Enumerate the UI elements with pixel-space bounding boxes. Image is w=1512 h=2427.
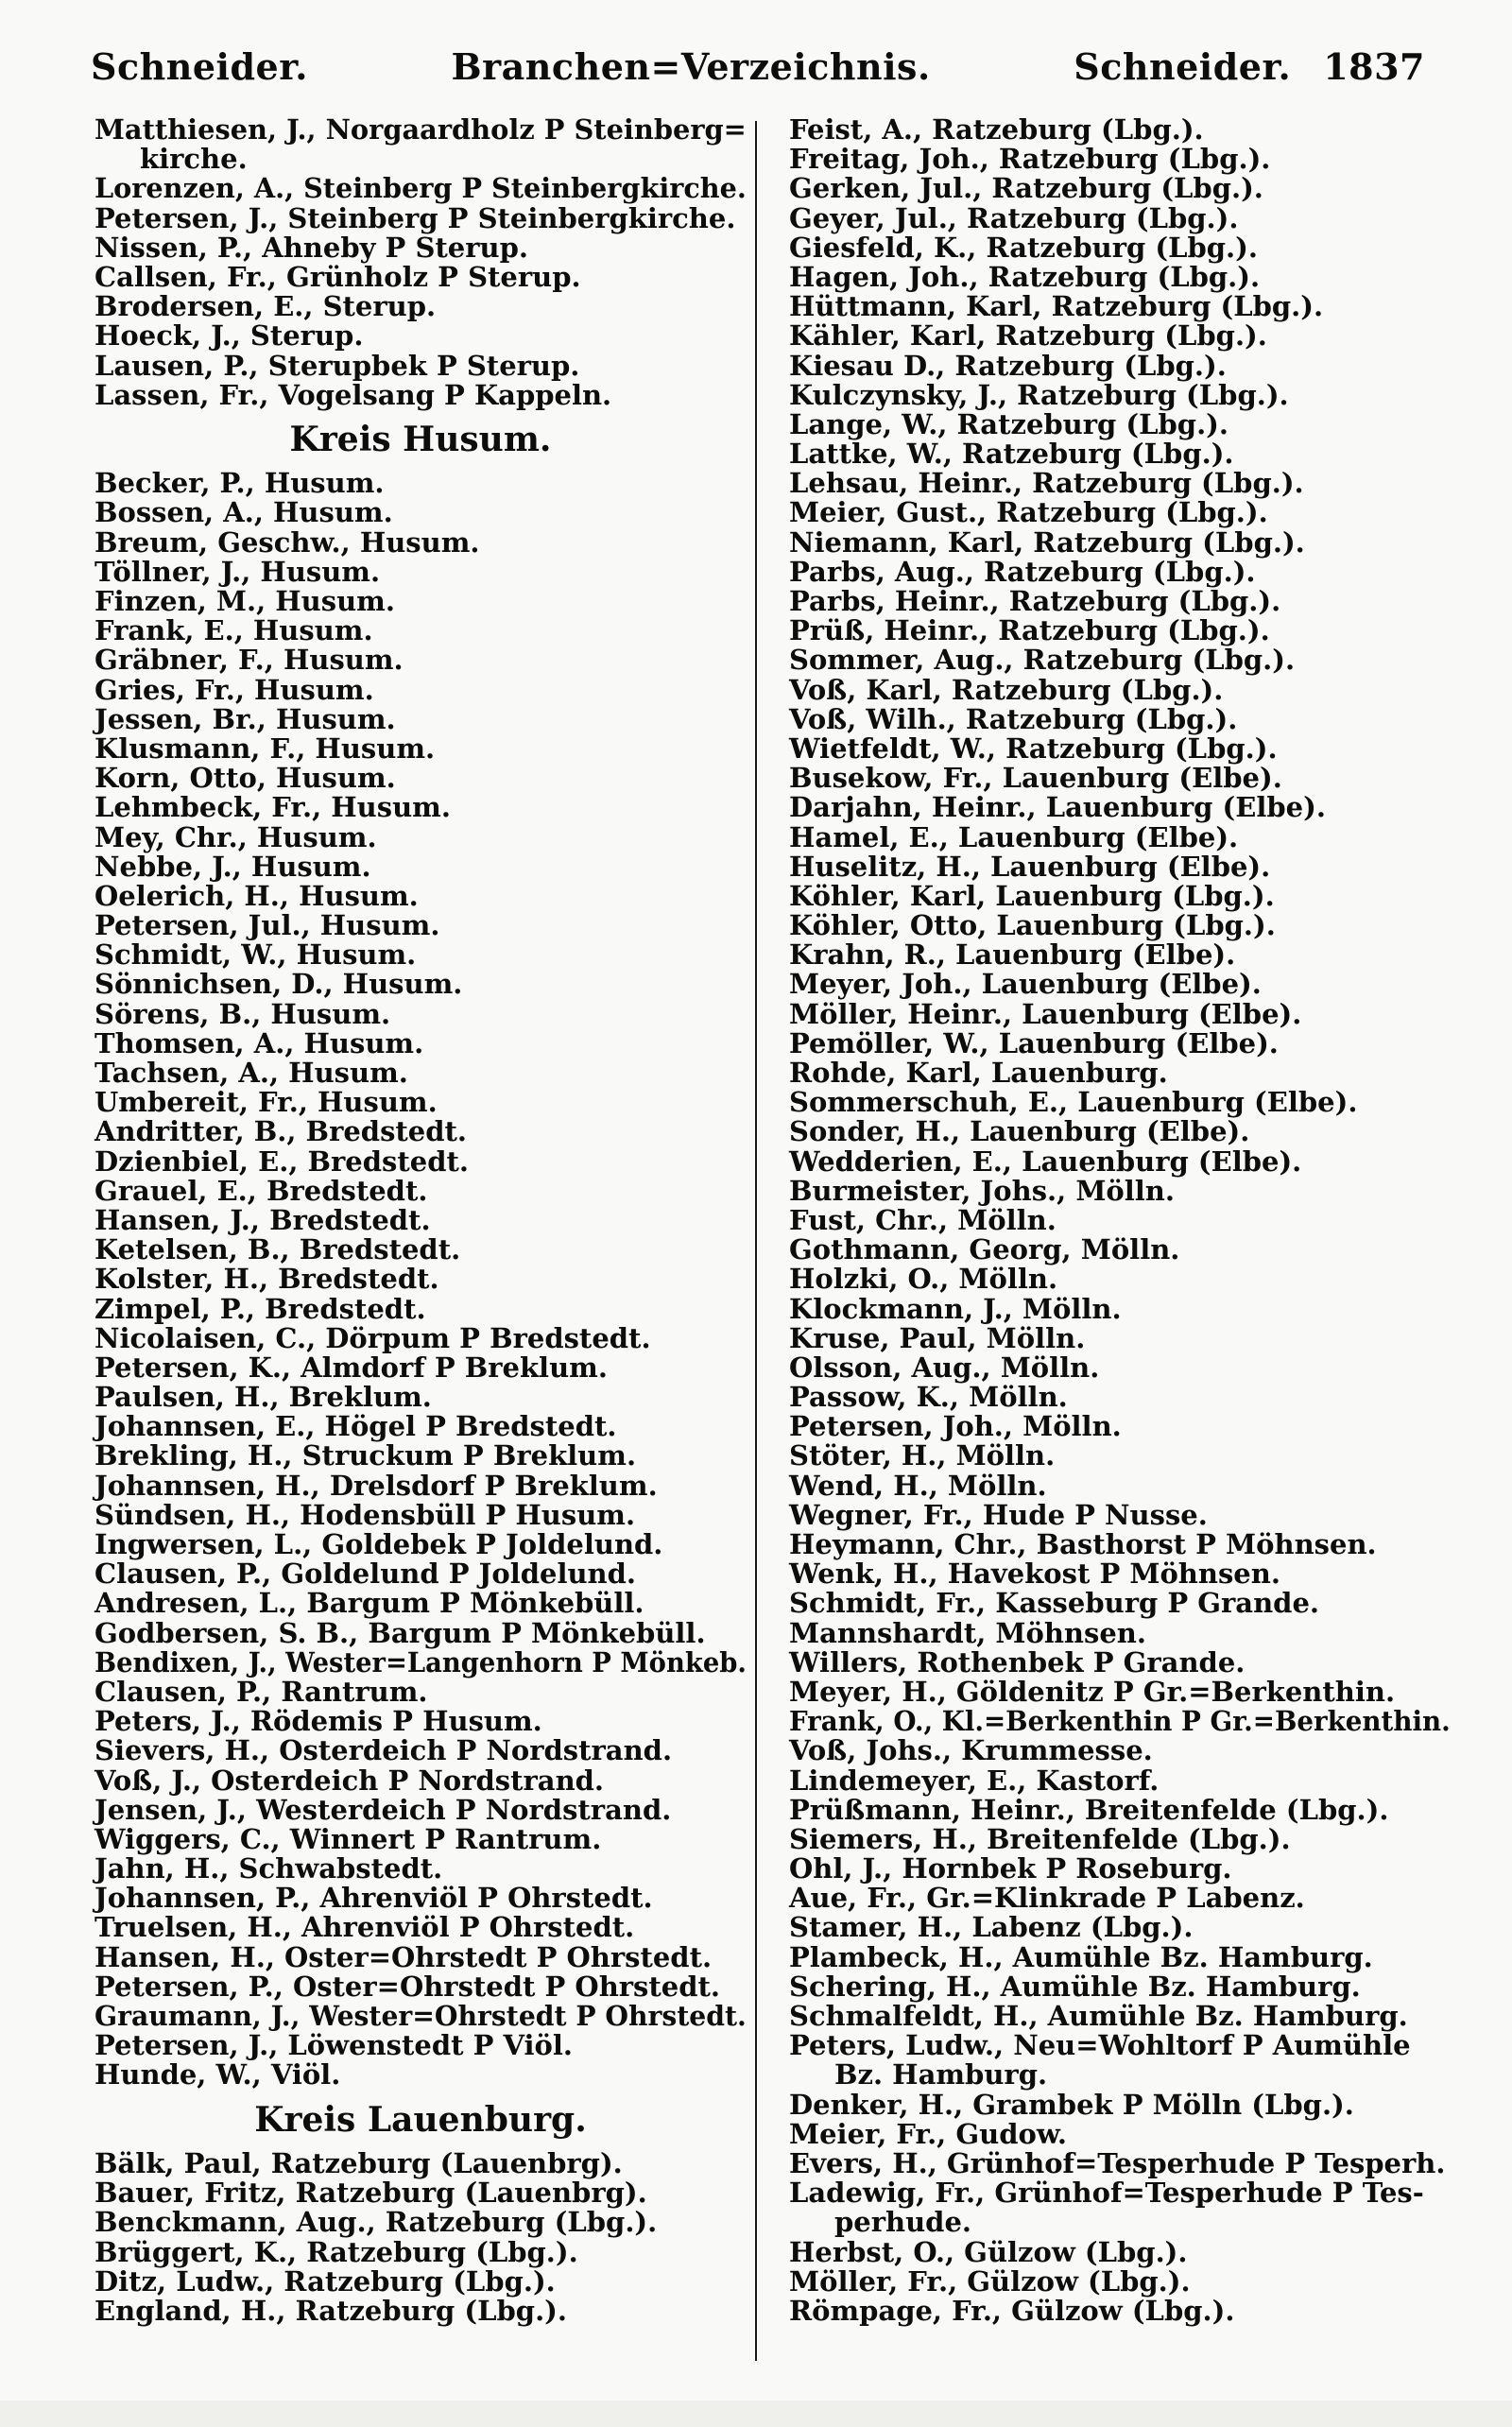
directory-entry: Parbs, Heinr., Ratzeburg (Lbg.). (789, 585, 1281, 617)
right-column (789, 115, 1451, 2326)
directory-entry: Brodersen, E., Sterup. (94, 290, 437, 323)
column-divider (755, 121, 757, 2361)
directory-entry: Johannsen, P., Ahrenviöl P Ohrstedt. (94, 1882, 653, 1915)
directory-entry: Möller, Heinr., Lauenburg (Elbe). (789, 997, 1302, 1030)
directory-entry: Petersen, Joh., Mölln. (789, 1410, 1122, 1443)
directory-entry: Sündsen, H., Hodensbüll P Husum. (94, 1498, 636, 1531)
directory-entry: Lassen, Fr., Vogelsang P Kappeln. (94, 378, 612, 411)
directory-entry: Ladewig, Fr., Grünhof=Tesperhude P Tes- (789, 2177, 1424, 2210)
directory-entry: Callsen, Fr., Grünholz P Sterup. (94, 260, 581, 293)
directory-entry: Heymann, Chr., Basthorst P Möhnsen. (789, 1528, 1377, 1560)
directory-entry: Voß, Wilh., Ratzeburg (Lbg.). (789, 702, 1238, 735)
directory-entry: Köhler, Karl, Lauenburg (Lbg.). (789, 879, 1275, 912)
directory-entry: Köhler, Otto, Lauenburg (Lbg.). (789, 909, 1276, 942)
directory-entry: Evers, H., Grünhof=Tesperhude P Tesperh. (789, 2146, 1446, 2179)
directory-entry: Meyer, H., Göldenitz P Gr.=Berkenthin. (789, 1675, 1396, 1708)
directory-entry: Voß, Johs., Krummesse. (789, 1734, 1153, 1767)
directory-entry: Benckmann, Aug., Ratzeburg (Lbg.). (94, 2206, 658, 2239)
directory-entry: Lange, W., Ratzeburg (Lbg.). (789, 407, 1228, 440)
directory-entry: Lausen, P., Sterupbek P Sterup. (94, 349, 580, 382)
running-head (91, 45, 1425, 102)
directory-entry: Kiesau D., Ratzeburg (Lbg.). (789, 349, 1227, 382)
directory-entry: Voß, Karl, Ratzeburg (Lbg.). (789, 673, 1224, 706)
directory-entry: Johannsen, E., Högel P Bredstedt. (94, 1410, 617, 1443)
directory-entry: Holzki, O., Mölln. (789, 1263, 1058, 1296)
directory-entry: Breum, Geschw., Husum. (94, 525, 480, 559)
directory-entry: Bälk, Paul, Ratzeburg (Lauenbrg). (94, 2146, 623, 2179)
section-heading: Kreis Husum. (289, 419, 552, 459)
directory-entry: Gothmann, Georg, Mölln. (789, 1233, 1180, 1266)
directory-entry: Huselitz, H., Lauenburg (Elbe). (789, 850, 1271, 883)
directory-entry: Tachsen, A., Husum. (94, 1057, 408, 1090)
directory-entry: Meier, Gust., Ratzeburg (Lbg.). (789, 496, 1268, 529)
directory-entry: Herbst, O., Gülzow (Lbg.). (789, 2235, 1188, 2268)
page-number: 1837 (1323, 45, 1425, 88)
directory-entry: Schmidt, Fr., Kasseburg P Grande. (789, 1587, 1319, 1620)
directory-entry: Lattke, W., Ratzeburg (Lbg.). (789, 438, 1234, 471)
directory-entry: Burmeister, Johs., Mölln. (789, 1174, 1175, 1207)
directory-entry: Sönnichsen, D., Husum. (94, 968, 463, 1001)
directory-entry: Petersen, K., Almdorf P Breklum. (94, 1351, 608, 1384)
directory-entry-continuation: kirche. (140, 143, 248, 176)
directory-entry: Kulczynsky, J., Ratzeburg (Lbg.). (789, 378, 1289, 411)
directory-entry: Truelsen, H., Ahrenviöl P Ohrstedt. (94, 1911, 635, 1944)
directory-entry: Freitag, Joh., Ratzeburg (Lbg.). (789, 143, 1271, 176)
directory-entry: Parbs, Aug., Ratzeburg (Lbg.). (789, 555, 1256, 588)
directory-entry: Kruse, Paul, Mölln. (789, 1321, 1086, 1354)
directory-entry: Ditz, Ludw., Ratzeburg (Lbg.). (94, 2264, 556, 2298)
directory-entry: Töllner, J., Husum. (94, 555, 381, 588)
directory-entry: Becker, P., Husum. (94, 467, 385, 500)
directory-entry: Giesfeld, K., Ratzeburg (Lbg.). (789, 231, 1258, 264)
directory-entry: Andritter, B., Bredstedt. (94, 1115, 468, 1148)
directory-entry: Wietfeldt, W., Ratzeburg (Lbg.). (789, 732, 1278, 765)
directory-entry: Godbersen, S. B., Bargum P Mönkebüll. (94, 1616, 706, 1649)
directory-entry: Schmidt, W., Husum. (94, 938, 417, 972)
directory-entry: Bauer, Fritz, Ratzeburg (Lauenbrg). (94, 2177, 647, 2210)
directory-entry: Olsson, Aug., Mölln. (789, 1351, 1100, 1384)
directory-entry: Frank, O., Kl.=Berkenthin P Gr.=Berkenthin. (789, 1705, 1451, 1738)
directory-entry: Zimpel, P., Bredstedt. (94, 1292, 426, 1325)
directory-entry: Hansen, H., Oster=Ohrstedt P Ohrstedt. (94, 1940, 713, 1973)
directory-entry: Hoeck, J., Sterup. (94, 319, 364, 353)
directory-entry: Gräbner, F., Husum. (94, 644, 404, 677)
directory-entry: Klusmann, F., Husum. (94, 732, 436, 765)
directory-entry: Wend, H., Mölln. (789, 1469, 1047, 1502)
directory-entry: Brüggert, K., Ratzeburg (Lbg.). (94, 2235, 578, 2268)
directory-entry: Petersen, Jul., Husum. (94, 909, 440, 942)
directory-entry: Fust, Chr., Mölln. (789, 1203, 1057, 1236)
directory-entry: Prüßmann, Heinr., Breitenfelde (Lbg.). (789, 1793, 1389, 1826)
directory-entry: Thomsen, A., Husum. (94, 1026, 424, 1059)
directory-entry: Petersen, P., Oster=Ohrstedt P Ohrstedt. (94, 1970, 721, 2003)
directory-entry: Sommer, Aug., Ratzeburg (Lbg.). (789, 644, 1296, 677)
directory-entry: Umbereit, Fr., Husum. (94, 1086, 438, 1119)
directory-entry: Peters, Ludw., Neu=Wohltorf P Aumühle (789, 2029, 1411, 2062)
directory-entry: Graumann, J., Wester=Ohrstedt P Ohrstedt. (94, 2000, 747, 2033)
directory-entry: Frank, E., Husum. (94, 614, 373, 647)
directory-entry: Prüß, Heinr., Ratzeburg (Lbg.). (789, 614, 1270, 647)
directory-entry: Gerken, Jul., Ratzeburg (Lbg.). (789, 172, 1263, 205)
directory-entry: Sörens, B., Husum. (94, 997, 391, 1030)
directory-entry: Clausen, P., Rantrum. (94, 1675, 428, 1708)
directory-entry: Jensen, J., Westerdeich P Nordstrand. (94, 1793, 672, 1826)
directory-entry: Lehsau, Heinr., Ratzeburg (Lbg.). (789, 467, 1304, 500)
directory-entry: Johannsen, H., Drelsdorf P Breklum. (94, 1469, 658, 1502)
directory-entry: Nissen, P., Ahneby P Sterup. (94, 231, 528, 264)
directory-entry: Sonder, H., Lauenburg (Elbe). (789, 1115, 1250, 1148)
directory-entry: Ketelsen, B., Bredstedt. (94, 1233, 461, 1266)
left-column (94, 115, 747, 2326)
directory-entry: Krahn, R., Lauenburg (Elbe). (789, 938, 1236, 972)
header-right: Schneider. (1074, 45, 1292, 88)
directory-entry: Hüttmann, Karl, Ratzeburg (Lbg.). (789, 290, 1324, 323)
directory-entry: Kolster, H., Bredstedt. (94, 1263, 439, 1296)
directory-entry: Lorenzen, A., Steinberg P Steinbergkirche. (94, 172, 747, 205)
directory-entry: Brekling, H., Struckum P Breklum. (94, 1439, 637, 1472)
directory-entry: Sievers, H., Osterdeich P Nordstrand. (94, 1734, 673, 1767)
directory-entry: Hansen, J., Bredstedt. (94, 1203, 431, 1236)
directory-entry: Feist, A., Ratzeburg (Lbg.). (789, 113, 1204, 146)
directory-entry: Petersen, J., Löwenstedt P Viöl. (94, 2029, 573, 2062)
directory-entry: Willers, Rothenbek P Grande. (789, 1645, 1246, 1678)
directory-entry: Petersen, J., Steinberg P Steinbergkirche. (94, 201, 736, 234)
directory-entry: Rohde, Karl, Lauenburg. (789, 1057, 1168, 1089)
directory-entry: Grauel, E., Bredstedt. (94, 1174, 428, 1207)
directory-entry: Klockmann, J., Mölln. (789, 1292, 1122, 1325)
directory-entry: Bossen, A., Husum. (94, 496, 393, 529)
directory-entry: Busekow, Fr., Lauenburg (Elbe). (789, 762, 1282, 795)
directory-entry: Wegner, Fr., Hude P Nusse. (789, 1498, 1208, 1531)
directory-entry: Nebbe, J., Husum. (94, 850, 371, 883)
directory-entry: Jessen, Br., Husum. (94, 702, 396, 735)
directory-entry: Meier, Fr., Gudow. (789, 2117, 1067, 2150)
directory-entry: Korn, Otto, Husum. (94, 762, 396, 795)
directory-entry: Aue, Fr., Gr.=Klinkrade P Labenz. (789, 1882, 1305, 1915)
directory-entry: Matthiesen, J., Norgaardholz P Steinberg= (94, 113, 747, 146)
directory-entry: Hamel, E., Lauenburg (Elbe). (789, 820, 1239, 853)
directory-entry: Lindemeyer, E., Kastorf. (789, 1764, 1160, 1797)
directory-entry: Stamer, H., Labenz (Lbg.). (789, 1911, 1194, 1944)
header-left: Schneider. (91, 45, 308, 88)
directory-entry: Pemöller, W., Lauenburg (Elbe). (789, 1026, 1279, 1059)
directory-entry: Voß, J., Osterdeich P Nordstrand. (94, 1764, 605, 1797)
page-edge-shadow (0, 2401, 1512, 2427)
directory-entry-continuation: Bz. Hamburg. (834, 2058, 1048, 2091)
header-center: Branchen=Verzeichnis. (451, 45, 931, 88)
header-right-group (1074, 45, 1425, 88)
directory-entry: Oelerich, H., Husum. (94, 879, 419, 912)
directory-entry: Wedderien, E., Lauenburg (Elbe). (789, 1145, 1302, 1178)
directory-entry: Clausen, P., Goldelund P Joldelund. (94, 1558, 637, 1591)
directory-entry: Ingwersen, L., Goldebek P Joldelund. (94, 1528, 663, 1561)
directory-entry: Schering, H., Aumühle Bz. Hamburg. (789, 1970, 1361, 2003)
directory-entry: Kähler, Karl, Ratzeburg (Lbg.). (789, 319, 1267, 353)
directory-entry: Lehmbeck, Fr., Husum. (94, 791, 451, 824)
directory-entry: Wiggers, C., Winnert P Rantrum. (94, 1822, 602, 1855)
directory-entry: Bendixen, J., Wester=Langenhorn P Mönkeb. (94, 1645, 747, 1678)
directory-entry: Schmalfeldt, H., Aumühle Bz. Hamburg. (789, 2000, 1408, 2032)
directory-entry: Stöter, H., Mölln. (789, 1439, 1056, 1472)
directory-entry: Hunde, W., Viöl. (94, 2058, 341, 2091)
directory-entry: Paulsen, H., Breklum. (94, 1381, 432, 1414)
directory-entry: Darjahn, Heinr., Lauenburg (Elbe). (789, 791, 1326, 824)
directory-entry: Geyer, Jul., Ratzeburg (Lbg.). (789, 201, 1239, 234)
directory-entry: Andresen, L., Bargum P Mönkebüll. (94, 1587, 644, 1620)
directory-entry: Sommerschuh, E., Lauenburg (Elbe). (789, 1086, 1358, 1119)
directory-entry: Jahn, H., Schwabstedt. (94, 1852, 443, 1885)
directory-entry: England, H., Ratzeburg (Lbg.). (94, 2294, 567, 2327)
directory-entry: Finzen, M., Husum. (94, 585, 395, 618)
directory-entry: Siemers, H., Breitenfelde (Lbg.). (789, 1822, 1291, 1855)
directory-entry: Mey, Chr., Husum. (94, 820, 377, 853)
directory-entry: Ohl, J., Hornbek P Roseburg. (789, 1852, 1232, 1885)
directory-entry: Römpage, Fr., Gülzow (Lbg.). (789, 2294, 1235, 2327)
directory-entry: Meyer, Joh., Lauenburg (Elbe). (789, 968, 1262, 1001)
directory-entry: Mannshardt, Möhnsen. (789, 1616, 1146, 1649)
directory-entry: Nicolaisen, C., Dörpum P Bredstedt. (94, 1321, 651, 1354)
section-heading: Kreis Lauenburg. (254, 2099, 587, 2140)
directory-entry: Dzienbiel, E., Bredstedt. (94, 1145, 469, 1178)
directory-entry: Gries, Fr., Husum. (94, 673, 374, 706)
directory-entry: Peters, J., Rödemis P Husum. (94, 1705, 542, 1738)
directory-entry-continuation: perhude. (834, 2206, 971, 2239)
directory-entry: Denker, H., Grambek P Mölln (Lbg.). (789, 2088, 1354, 2121)
directory-entry: Möller, Fr., Gülzow (Lbg.). (789, 2264, 1191, 2298)
directory-entry: Niemann, Karl, Ratzeburg (Lbg.). (789, 525, 1305, 559)
directory-entry: Wenk, H., Havekost P Möhnsen. (789, 1558, 1280, 1591)
directory-entry: Plambeck, H., Aumühle Bz. Hamburg. (789, 1940, 1373, 1973)
directory-entry: Passow, K., Mölln. (789, 1381, 1068, 1414)
directory-entry: Hagen, Joh., Ratzeburg (Lbg.). (789, 260, 1261, 293)
